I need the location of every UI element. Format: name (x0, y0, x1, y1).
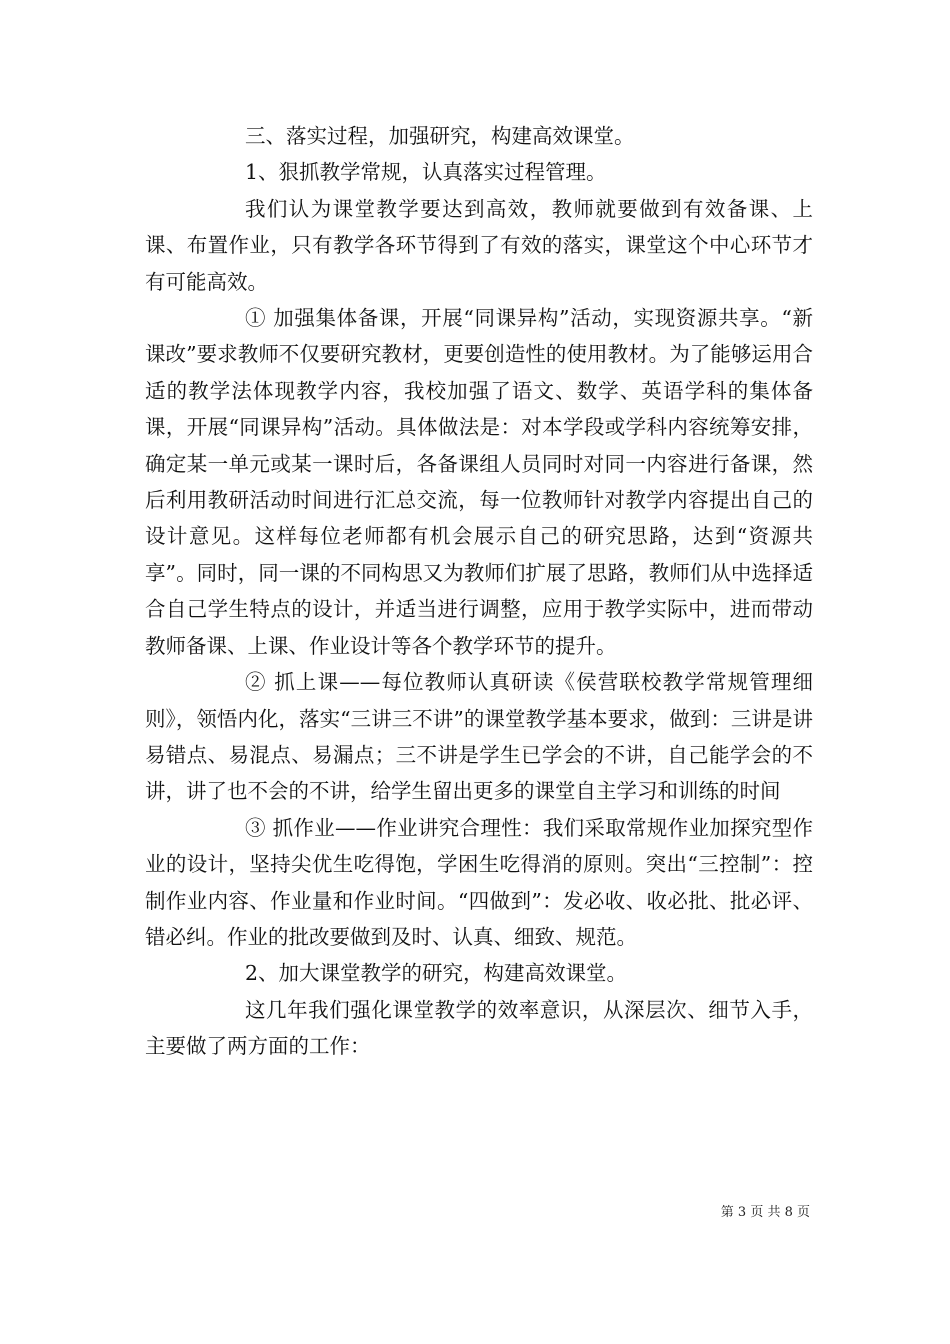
subsection-heading: 2、加大课堂教学的研究，构建高效课堂。 (245, 961, 628, 986)
list-item: ① 加强集体备课，开展“同课异构”活动，实现资源共享。“新课改”要求教师不仅要研究教材，更要创造性的使用教材。为了能够运用合适的教学法体现教学内容，我校加强了语文、数学、英语学科的集体备课，开展“同课异构”活动。具体做法是：对本学段或学科内容统筹安排，确定某一单元或某一课时后，各备课组人员同时对同一内容进行备课，然后利用教研活动时间进行汇总交流，每一位教师针对教学内容提出自己的设计意见。这样每位老师都有机会展示自己的研究思路，达到“资源共享”。同时，同一课的不同构思又为教师们扩展了思路，教师们从中选择适合自己学生特点的设计，并适当进行调整，应用于教学实际中，进而带动教师备课、上课、作业设计等各个教学环节的提升。 (145, 306, 813, 658)
document-body (145, 118, 813, 1065)
paragraph: 这几年我们强化课堂教学的效率意识，从深层次、细节入手，主要做了两方面的工作： (145, 997, 813, 1059)
list-item: ③ 抓作业——作业讲究合理性：我们采取常规作业加探究型作业的设计，坚持尖优生吃得饱，学困生吃得消的原则。突出“三控制”：控制作业内容、作业量和作业时间。“四做到”：发必收、收必批、批必评、错必纠。作业的批改要做到及时、认真、细致、规范。 (145, 815, 813, 949)
page-number-footer: 第 3 页 共 8 页 (720, 1205, 810, 1220)
subsection-heading: 1、狠抓教学常规，认真落实过程管理。 (245, 160, 607, 185)
list-item: ② 抓上课——每位教师认真研读《侯营联校教学常规管理细则》，领悟内化，落实“三讲三不讲”的课堂教学基本要求，做到：三讲是讲易错点、易混点、易漏点；三不讲是学生已学会的不讲，自己能学会的不讲，讲了也不会的不讲，给学生留出更多的课堂自主学习和训练的时间 (145, 670, 813, 804)
section-heading: 三、落实过程，加强研究，构建高效课堂。 (245, 124, 635, 148)
paragraph: 我们认为课堂教学要达到高效，教师就要做到有效备课、上课、布置作业，只有教学各环节得到了有效的落实，课堂这个中心环节才有可能高效。 (145, 196, 813, 294)
